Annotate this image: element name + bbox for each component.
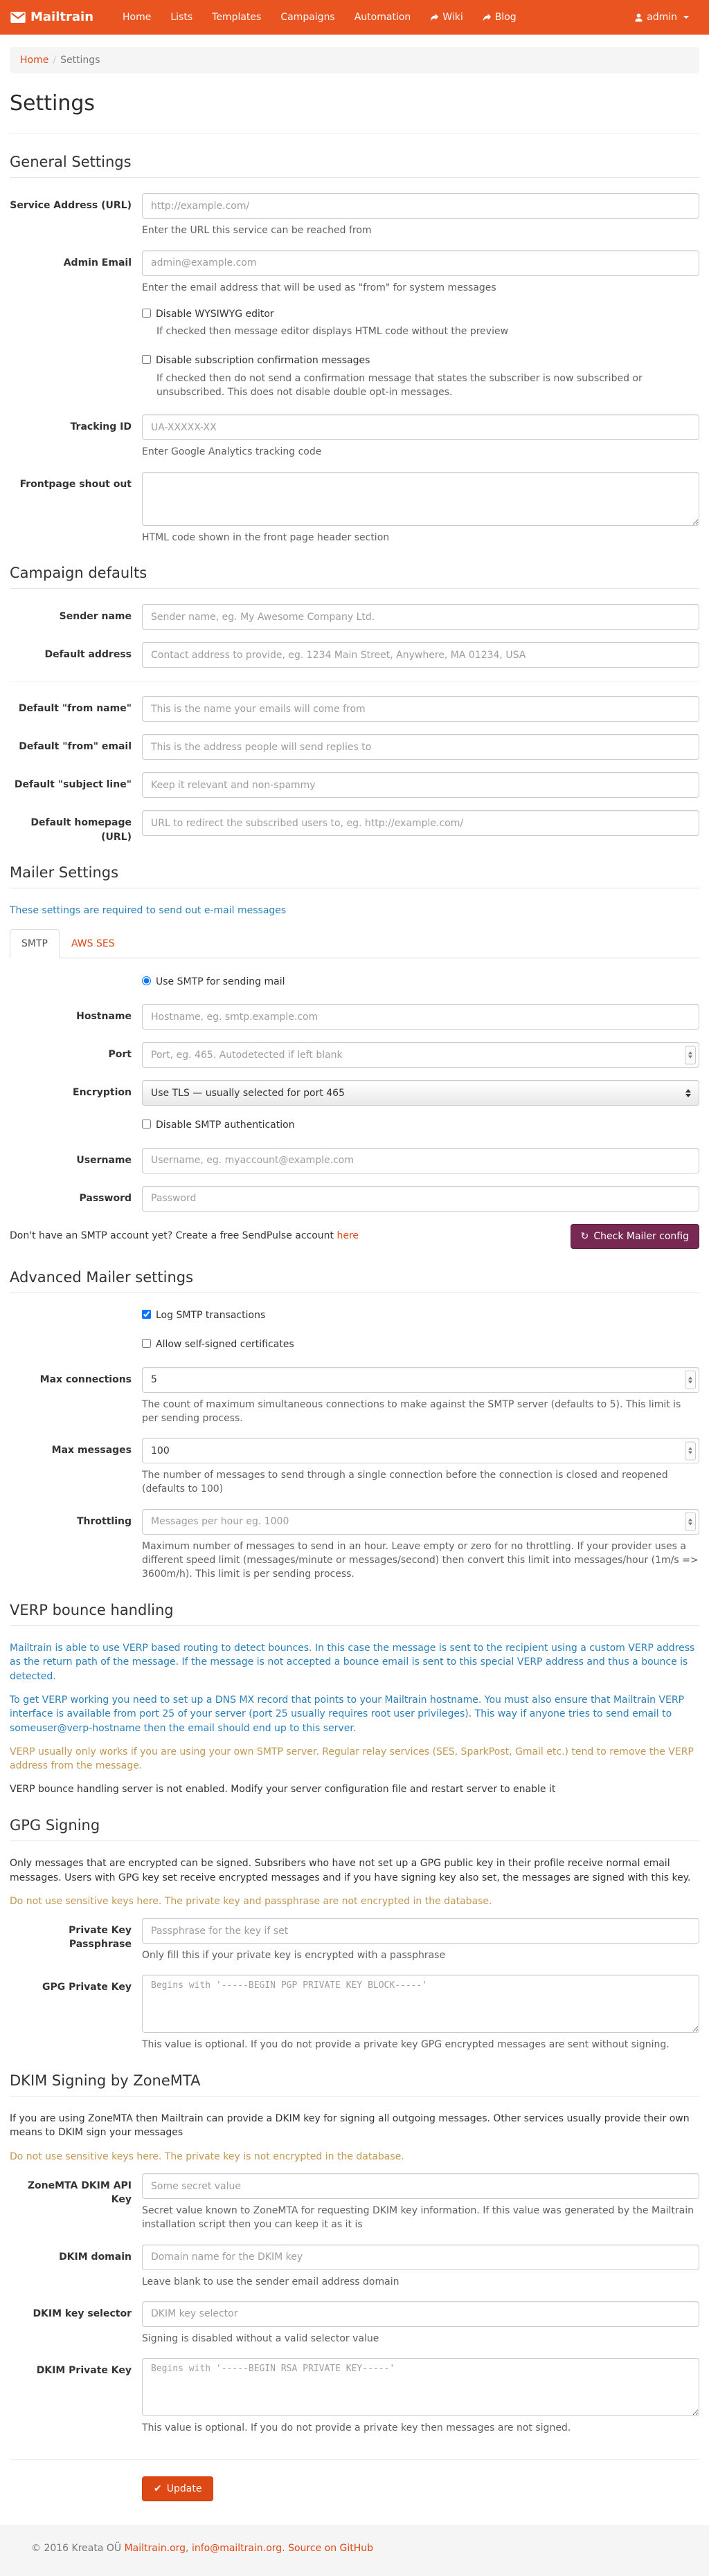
tracking-id-help: Enter Google Analytics tracking code	[142, 446, 322, 458]
service-address-help: Enter the URL this service can be reached from	[142, 225, 372, 237]
username-label: Username	[76, 1154, 132, 1166]
dkim-api-key-input[interactable]	[142, 2173, 699, 2199]
field-hostname	[10, 1004, 699, 1030]
sendpulse-text	[10, 1229, 359, 1243]
throttling-help: Maximum number of messages to send in an hour. Leave empty or zero for no throttling. If your provider uses a different speed limit (messages/minute or messages/second) then convert this limit into messages/hour (1m/s => 3600m/h). This limit is per sending process.	[142, 1540, 699, 1580]
password-label: Password	[79, 1192, 132, 1204]
section-verp: VERP bounce handling	[10, 1600, 699, 1626]
dkim-private-key-textarea[interactable]	[142, 2358, 699, 2416]
number-spinner[interactable]	[685, 1513, 696, 1531]
section-advanced-mailer: Advanced Mailer settings	[10, 1267, 699, 1293]
nav-item-wiki-label: Wiki	[442, 11, 463, 23]
field-disable-auth	[142, 1118, 699, 1132]
divider	[10, 2459, 699, 2460]
nav-item-templates[interactable]: Templates	[212, 11, 262, 23]
share-icon	[430, 13, 439, 22]
field-max-connections	[10, 1367, 699, 1426]
mailer-info-text: These settings are required to send out e-mail messages	[10, 905, 287, 917]
breadcrumb	[10, 47, 699, 73]
spinner-up-icon[interactable]	[688, 1376, 692, 1379]
gpg-passphrase-help: Only fill this if your private key is encrypted with a passphrase	[142, 1950, 446, 1962]
nav-item-campaigns[interactable]: Campaigns	[280, 11, 335, 23]
admin-email-label: Admin Email	[63, 257, 132, 268]
from-name-input[interactable]	[142, 696, 699, 722]
password-input[interactable]	[142, 1186, 699, 1212]
section-dkim: DKIM Signing by ZoneMTA	[10, 2070, 699, 2097]
sendpulse-here-link[interactable]: here	[336, 1230, 359, 1242]
disable-auth-label: Disable SMTP authentication	[156, 1120, 295, 1131]
hostname-label: Hostname	[76, 1011, 132, 1023]
log-smtp-checkbox[interactable]	[142, 1310, 151, 1319]
field-shout-out	[10, 472, 699, 545]
service-address-label: Service Address (URL)	[10, 200, 132, 212]
mailtrain-logo-icon	[10, 12, 26, 23]
divider	[10, 133, 699, 134]
sender-name-input[interactable]	[142, 604, 699, 630]
field-self-signed	[142, 1337, 699, 1351]
spinner-down-icon[interactable]	[688, 1452, 692, 1454]
tab-smtp[interactable]: SMTP	[10, 929, 60, 958]
section-mailer-settings: Mailer Settings	[10, 862, 699, 888]
admin-email-help: Enter the email address that will be used as "from" for system messages	[142, 282, 496, 293]
verp-paragraph-1: Mailtrain is able to use VERP based routing to detect bounces. In this case the message is sent to the recipient using a custom VERP address as the return path of the message. If the message is not accepted a bounce email is sent to this special VERP address and thus a bounce is detected.	[10, 1643, 695, 1682]
spinner-up-icon[interactable]	[688, 1052, 692, 1054]
port-label: Port	[108, 1049, 132, 1061]
sendpulse-text-label: Don't have an SMTP account yet? Create a free SendPulse account	[10, 1230, 334, 1242]
verp-warning: VERP usually only works if you are using your own SMTP server. Regular relay services (SES, SparkPost, Gmail etc.) tend to remove the VERP address from the message.	[10, 1746, 694, 1772]
max-messages-input[interactable]	[142, 1438, 699, 1463]
port-input[interactable]	[142, 1042, 699, 1068]
field-dkim-selector	[10, 2301, 699, 2346]
field-dkim-domain	[10, 2245, 699, 2289]
use-smtp-radio[interactable]	[142, 976, 151, 985]
footer-separator: ,	[186, 2542, 192, 2554]
default-address-label: Default address	[44, 649, 132, 661]
update-button-label: Update	[166, 2483, 202, 2494]
user-icon	[634, 13, 643, 22]
nav-item-home[interactable]: Home	[123, 11, 152, 23]
verp-status: VERP bounce handling server is not enabled. Modify your server configuration file and restart server to enable it	[10, 1784, 556, 1796]
gpg-private-key-textarea[interactable]	[142, 1975, 699, 2033]
user-menu-label: admin	[647, 11, 677, 23]
footer-email-link[interactable]: info@mailtrain.org	[191, 2542, 282, 2554]
max-connections-help: The count of maximum simultaneous connections to make against the SMTP server (defaults to 5). This limit is per sending process.	[142, 1398, 681, 1424]
hostname-input[interactable]	[142, 1004, 699, 1030]
footer	[0, 2525, 709, 2576]
disable-wysiwyg-checkbox[interactable]	[142, 309, 151, 318]
gpg-warning: Do not use sensitive keys here. The private key and passphrase are not encrypted in the database.	[10, 1895, 492, 1907]
field-admin-email	[10, 250, 699, 295]
gpg-private-key-help: This value is optional. If you do not provide a private key GPG encrypted messages are sent without signing.	[142, 2039, 670, 2051]
breadcrumb-separator: /	[53, 55, 57, 66]
field-password	[10, 1186, 699, 1212]
from-name-label: Default "from name"	[18, 703, 132, 715]
log-smtp-label: Log SMTP transactions	[156, 1310, 266, 1321]
field-tracking-id	[10, 414, 699, 459]
nav-item-automation[interactable]: Automation	[354, 11, 411, 23]
dkim-selector-input[interactable]	[142, 2301, 699, 2327]
user-menu[interactable]	[625, 0, 699, 35]
nav-item-wiki[interactable]	[420, 0, 472, 35]
gpg-private-key-label: GPG Private Key	[42, 1982, 132, 1993]
username-input[interactable]	[142, 1148, 699, 1173]
spinner-up-icon[interactable]	[688, 1447, 692, 1450]
field-username	[10, 1148, 699, 1173]
footer-source-link[interactable]: Source on GitHub	[288, 2542, 374, 2554]
breadcrumb-home-link[interactable]: Home	[20, 55, 49, 66]
check-mailer-config-button[interactable]	[571, 1224, 699, 1249]
disable-wysiwyg-help: If checked then message editor displays HTML code without the preview	[156, 326, 509, 338]
number-spinner[interactable]	[685, 1045, 696, 1064]
brand-label: Mailtrain	[30, 9, 94, 24]
dkim-domain-input[interactable]	[142, 2245, 699, 2270]
update-button[interactable]	[142, 2476, 213, 2501]
encryption-label: Encryption	[73, 1087, 132, 1099]
share-icon	[483, 13, 492, 22]
throttling-input[interactable]	[142, 1509, 699, 1535]
sendpulse-row	[10, 1224, 699, 1249]
gpg-passphrase-input[interactable]	[142, 1918, 699, 1944]
shout-out-help: HTML code shown in the front page header section	[142, 531, 390, 543]
disable-confirmations-checkbox[interactable]	[142, 355, 151, 364]
field-throttling	[10, 1509, 699, 1582]
footer-site-link[interactable]: Mailtrain.org	[124, 2542, 186, 2554]
field-encryption	[10, 1080, 699, 1106]
subject-line-input[interactable]	[142, 772, 699, 798]
section-gpg: GPG Signing	[10, 1815, 699, 1841]
section-general-settings: General Settings	[10, 152, 699, 178]
field-default-address	[10, 642, 699, 668]
footer-separator: .	[282, 2542, 289, 2554]
encryption-selected-value: Use TLS — usually selected for port 465	[151, 1087, 345, 1099]
gpg-passphrase-label: Private Key Passphrase	[69, 1925, 132, 1951]
dkim-private-key-help: This value is optional. If you do not provide a private key then messages are not signed.	[142, 2422, 571, 2434]
select-caret-icon	[685, 1089, 691, 1097]
number-spinner[interactable]	[685, 1371, 696, 1389]
field-port	[10, 1042, 699, 1068]
page-title: Settings	[10, 91, 96, 116]
nav-item-blog[interactable]	[473, 0, 526, 35]
field-dkim-private-key	[10, 2358, 699, 2435]
shout-out-textarea[interactable]	[142, 472, 699, 526]
field-service-address	[10, 193, 699, 237]
service-address-input[interactable]	[142, 193, 699, 219]
dkim-selector-label: DKIM key selector	[33, 2308, 132, 2319]
navbar	[0, 0, 709, 35]
tab-aws-ses[interactable]: AWS SES	[71, 938, 115, 949]
max-connections-input[interactable]	[142, 1367, 699, 1393]
spinner-down-icon[interactable]	[688, 1522, 692, 1525]
self-signed-checkbox[interactable]	[142, 1339, 151, 1348]
field-log-smtp	[142, 1308, 699, 1322]
field-max-messages	[10, 1438, 699, 1497]
disable-confirmations-label: Disable subscription confirmation messages	[156, 355, 370, 367]
spinner-up-icon[interactable]	[688, 1518, 692, 1521]
shout-out-label: Frontpage shout out	[19, 478, 132, 490]
check-icon: ✔	[154, 2483, 162, 2494]
field-disable-wysiwyg	[142, 307, 699, 339]
breadcrumb-current: Settings	[60, 55, 100, 66]
disable-wysiwyg-label: Disable WYSIWYG editor	[156, 308, 274, 320]
disable-confirmations-help: If checked then do not send a confirmation message that states the subscriber is now subscribed or unsubscribed. This does not disable double opt-in messages.	[156, 372, 643, 399]
field-from-name	[10, 696, 699, 722]
default-homepage-input[interactable]	[142, 810, 699, 836]
default-homepage-label: Default homepage (URL)	[30, 817, 132, 843]
field-gpg-private-key	[10, 1975, 699, 2052]
brand-link[interactable]	[10, 0, 100, 35]
tracking-id-label: Tracking ID	[70, 421, 132, 433]
max-connections-label: Max connections	[39, 1373, 132, 1385]
from-email-label: Default "from" email	[19, 741, 132, 753]
field-default-homepage	[10, 810, 699, 844]
default-address-input[interactable]	[142, 642, 699, 668]
subject-line-label: Default "subject line"	[14, 779, 132, 791]
gpg-intro: Only messages that are encrypted can be signed. Subsribers who have not set up a GPG public key in their profile receive normal email messages. Users with GPG key set receive encrypted messages and if you have signing key also set, the messages are signed with this key.	[10, 1858, 691, 1883]
nav-menu	[113, 0, 526, 35]
nav-item-lists[interactable]: Lists	[170, 11, 193, 23]
field-sender-name	[10, 604, 699, 630]
field-from-email	[10, 734, 699, 760]
throttling-label: Throttling	[76, 1515, 132, 1527]
number-spinner[interactable]	[685, 1441, 696, 1460]
disable-auth-checkbox[interactable]	[142, 1120, 151, 1129]
field-gpg-passphrase	[10, 1918, 699, 1962]
dkim-api-key-help: Secret value known to ZoneMTA for requesting DKIM key information. If this value was generated by the Mailtrain installation script then you can keep it as it is	[142, 2205, 694, 2231]
spinner-down-icon[interactable]	[688, 1056, 692, 1059]
encryption-select[interactable]	[142, 1080, 699, 1106]
check-mailer-config-label: Check Mailer config	[593, 1230, 689, 1242]
nav-item-blog-label: Blog	[494, 11, 517, 23]
max-messages-label: Max messages	[51, 1445, 132, 1456]
field-use-smtp	[142, 975, 699, 989]
field-subject-line	[10, 772, 699, 798]
dkim-selector-help: Signing is disabled without a valid selector value	[142, 2332, 379, 2344]
dkim-domain-help: Leave blank to use the sender email address domain	[142, 2276, 400, 2287]
footer-copyright: © 2016 Kreata OÜ	[31, 2542, 122, 2554]
sender-name-label: Sender name	[59, 611, 132, 623]
dkim-warning: Do not use sensitive keys here. The private key is not encrypted in the database.	[10, 2150, 404, 2162]
use-smtp-label: Use SMTP for sending mail	[156, 976, 285, 987]
dkim-api-key-label: ZoneMTA DKIM API Key	[27, 2180, 132, 2206]
field-dkim-api-key	[10, 2173, 699, 2232]
self-signed-label: Allow self-signed certificates	[156, 1339, 294, 1351]
from-email-input[interactable]	[142, 734, 699, 760]
refresh-icon: ↻	[580, 1230, 589, 1242]
verp-paragraph-2: To get VERP working you need to set up a DNS MX record that points to your Mailtrain hostname. You must also ensure that Mailtrain VERP interface is available from port 25 of your server (port 25 usually requires root user privileges). This way if anyone tries to send email to someuser@verp-hostname then the email should end up to this server.	[10, 1695, 685, 1734]
max-messages-help: The number of messages to send through a single connection before the connection is closed and reopened (defaults to 100)	[142, 1470, 668, 1495]
tracking-id-input[interactable]	[142, 414, 699, 440]
admin-email-input[interactable]	[142, 250, 699, 276]
dkim-private-key-label: DKIM Private Key	[36, 2365, 132, 2377]
dkim-domain-label: DKIM domain	[59, 2251, 132, 2263]
caret-down-icon	[683, 16, 689, 19]
dkim-intro: If you are using ZoneMTA then Mailtrain can provide a DKIM key for signing all outgoing messages. Other services usually provide their own means to DKIM sign your messages	[10, 2113, 690, 2139]
section-campaign-defaults: Campaign defaults	[10, 563, 699, 589]
spinner-down-icon[interactable]	[688, 1380, 692, 1383]
mailer-tabs	[10, 929, 699, 958]
field-disable-confirmations	[142, 354, 699, 399]
